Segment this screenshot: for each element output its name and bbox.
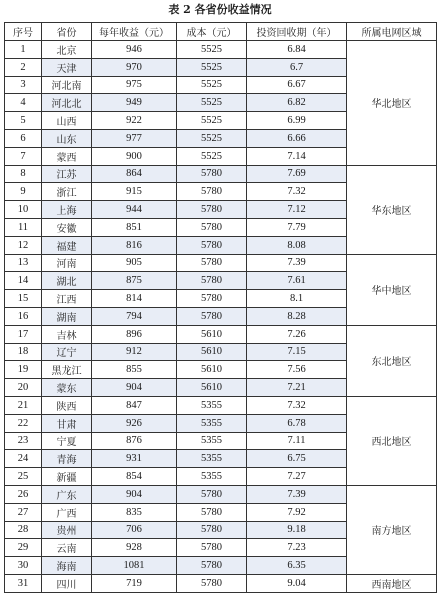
cell-no: 5	[5, 112, 42, 130]
cell-cost: 5780	[177, 574, 247, 592]
cell-cost: 5780	[177, 503, 247, 521]
cell-payback: 8.08	[247, 236, 347, 254]
column-header-no: 序号	[5, 23, 42, 41]
column-header-province: 省份	[42, 23, 92, 41]
cell-payback: 7.26	[247, 325, 347, 343]
cell-province: 上海	[42, 201, 92, 219]
cell-cost: 5780	[177, 521, 247, 539]
cell-income: 944	[92, 201, 177, 219]
cell-income: 847	[92, 396, 177, 414]
cell-cost: 5610	[177, 325, 247, 343]
cell-no: 9	[5, 183, 42, 201]
cell-cost: 5355	[177, 432, 247, 450]
table-row	[5, 254, 437, 272]
cell-income: 706	[92, 521, 177, 539]
cell-income: 912	[92, 343, 177, 361]
cell-no: 21	[5, 396, 42, 414]
cell-cost: 5780	[177, 307, 247, 325]
cell-province: 广西	[42, 503, 92, 521]
cell-cost: 5780	[177, 539, 247, 557]
cell-income: 905	[92, 254, 177, 272]
cell-payback: 6.84	[247, 41, 347, 59]
cell-no: 16	[5, 307, 42, 325]
cell-payback: 7.12	[247, 201, 347, 219]
cell-no: 1	[5, 41, 42, 59]
cell-region: 华北地区	[347, 41, 437, 166]
cell-province: 海南	[42, 557, 92, 575]
table-row	[5, 574, 437, 592]
cell-cost: 5610	[177, 343, 247, 361]
column-header-payback: 投资回收期（年）	[247, 23, 347, 41]
cell-province: 云南	[42, 539, 92, 557]
cell-income: 814	[92, 290, 177, 308]
cell-region: 南方地区	[347, 485, 437, 574]
table-body	[5, 41, 437, 593]
cell-province: 湖北	[42, 272, 92, 290]
cell-cost: 5525	[177, 112, 247, 130]
column-header-region: 所属电网区域	[347, 23, 437, 41]
cell-no: 4	[5, 94, 42, 112]
table-title: 表 2 各省份收益情况	[168, 3, 272, 16]
cell-payback: 7.69	[247, 165, 347, 183]
cell-province: 蒙东	[42, 379, 92, 397]
cell-payback: 6.35	[247, 557, 347, 575]
cell-province: 贵州	[42, 521, 92, 539]
cell-payback: 7.56	[247, 361, 347, 379]
cell-cost: 5780	[177, 272, 247, 290]
cell-income: 854	[92, 468, 177, 486]
cell-no: 25	[5, 468, 42, 486]
cell-income: 931	[92, 450, 177, 468]
cell-cost: 5780	[177, 485, 247, 503]
cell-payback: 6.78	[247, 414, 347, 432]
cell-cost: 5780	[177, 254, 247, 272]
revenue-table	[4, 22, 437, 593]
cell-province: 青海	[42, 450, 92, 468]
cell-province: 天津	[42, 58, 92, 76]
cell-income: 851	[92, 218, 177, 236]
cell-no: 15	[5, 290, 42, 308]
cell-income: 1081	[92, 557, 177, 575]
column-header-income: 每年收益（元）	[92, 23, 177, 41]
cell-cost: 5525	[177, 76, 247, 94]
cell-province: 四川	[42, 574, 92, 592]
cell-payback: 6.66	[247, 129, 347, 147]
cell-no: 11	[5, 218, 42, 236]
cell-no: 18	[5, 343, 42, 361]
cell-no: 31	[5, 574, 42, 592]
cell-payback: 8.28	[247, 307, 347, 325]
cell-cost: 5525	[177, 58, 247, 76]
cell-payback: 7.32	[247, 183, 347, 201]
cell-province: 福建	[42, 236, 92, 254]
cell-income: 875	[92, 272, 177, 290]
cell-no: 20	[5, 379, 42, 397]
table-row	[5, 41, 437, 59]
cell-province: 山西	[42, 112, 92, 130]
cell-payback: 7.23	[247, 539, 347, 557]
cell-income: 975	[92, 76, 177, 94]
cell-no: 24	[5, 450, 42, 468]
cell-payback: 9.04	[247, 574, 347, 592]
table-row	[5, 396, 437, 414]
cell-income: 900	[92, 147, 177, 165]
cell-cost: 5780	[177, 201, 247, 219]
cell-income: 855	[92, 361, 177, 379]
cell-payback: 6.99	[247, 112, 347, 130]
cell-province: 吉林	[42, 325, 92, 343]
table-row	[5, 165, 437, 183]
cell-province: 江西	[42, 290, 92, 308]
cell-payback: 7.11	[247, 432, 347, 450]
cell-payback: 6.7	[247, 58, 347, 76]
cell-region: 东北地区	[347, 325, 437, 396]
cell-no: 14	[5, 272, 42, 290]
cell-no: 28	[5, 521, 42, 539]
cell-province: 宁夏	[42, 432, 92, 450]
cell-no: 26	[5, 485, 42, 503]
table-row	[5, 325, 437, 343]
cell-province: 蒙西	[42, 147, 92, 165]
cell-no: 7	[5, 147, 42, 165]
cell-income: 876	[92, 432, 177, 450]
header-row	[5, 23, 437, 41]
cell-no: 13	[5, 254, 42, 272]
cell-payback: 7.39	[247, 254, 347, 272]
cell-region: 华中地区	[347, 254, 437, 325]
cell-cost: 5355	[177, 468, 247, 486]
cell-payback: 7.61	[247, 272, 347, 290]
cell-payback: 7.14	[247, 147, 347, 165]
cell-payback: 7.27	[247, 468, 347, 486]
cell-income: 915	[92, 183, 177, 201]
cell-cost: 5355	[177, 396, 247, 414]
cell-payback: 6.67	[247, 76, 347, 94]
cell-province: 新疆	[42, 468, 92, 486]
cell-no: 19	[5, 361, 42, 379]
cell-cost: 5610	[177, 361, 247, 379]
cell-cost: 5525	[177, 94, 247, 112]
cell-no: 29	[5, 539, 42, 557]
cell-cost: 5780	[177, 165, 247, 183]
cell-province: 陕西	[42, 396, 92, 414]
cell-region: 西南地区	[347, 574, 437, 592]
cell-income: 896	[92, 325, 177, 343]
cell-income: 928	[92, 539, 177, 557]
cell-no: 6	[5, 129, 42, 147]
cell-income: 835	[92, 503, 177, 521]
cell-income: 904	[92, 485, 177, 503]
cell-payback: 6.75	[247, 450, 347, 468]
cell-cost: 5610	[177, 379, 247, 397]
cell-province: 江苏	[42, 165, 92, 183]
cell-payback: 7.21	[247, 379, 347, 397]
cell-payback: 9.18	[247, 521, 347, 539]
cell-cost: 5525	[177, 41, 247, 59]
cell-no: 2	[5, 58, 42, 76]
cell-region: 华东地区	[347, 165, 437, 254]
cell-income: 816	[92, 236, 177, 254]
cell-payback: 7.32	[247, 396, 347, 414]
column-header-cost: 成本（元）	[177, 23, 247, 41]
cell-region: 西北地区	[347, 396, 437, 485]
cell-no: 10	[5, 201, 42, 219]
cell-no: 3	[5, 76, 42, 94]
cell-cost: 5525	[177, 129, 247, 147]
cell-province: 河北北	[42, 94, 92, 112]
cell-province: 浙江	[42, 183, 92, 201]
cell-province: 河北南	[42, 76, 92, 94]
cell-cost: 5780	[177, 236, 247, 254]
cell-income: 794	[92, 307, 177, 325]
cell-cost: 5525	[177, 147, 247, 165]
cell-province: 安徽	[42, 218, 92, 236]
cell-income: 970	[92, 58, 177, 76]
cell-payback: 8.1	[247, 290, 347, 308]
cell-no: 12	[5, 236, 42, 254]
cell-payback: 7.92	[247, 503, 347, 521]
cell-payback: 7.15	[247, 343, 347, 361]
cell-no: 22	[5, 414, 42, 432]
cell-income: 946	[92, 41, 177, 59]
cell-province: 甘肃	[42, 414, 92, 432]
table-row	[5, 485, 437, 503]
cell-cost: 5355	[177, 450, 247, 468]
cell-payback: 6.82	[247, 94, 347, 112]
cell-payback: 7.79	[247, 218, 347, 236]
cell-province: 湖南	[42, 307, 92, 325]
cell-income: 922	[92, 112, 177, 130]
cell-province: 山东	[42, 129, 92, 147]
cell-cost: 5780	[177, 557, 247, 575]
cell-cost: 5780	[177, 183, 247, 201]
cell-cost: 5780	[177, 290, 247, 308]
cell-cost: 5355	[177, 414, 247, 432]
cell-no: 17	[5, 325, 42, 343]
cell-province: 河南	[42, 254, 92, 272]
cell-income: 904	[92, 379, 177, 397]
cell-province: 辽宁	[42, 343, 92, 361]
cell-no: 27	[5, 503, 42, 521]
cell-income: 719	[92, 574, 177, 592]
cell-income: 926	[92, 414, 177, 432]
cell-province: 黑龙江	[42, 361, 92, 379]
cell-province: 北京	[42, 41, 92, 59]
cell-payback: 7.39	[247, 485, 347, 503]
cell-cost: 5780	[177, 218, 247, 236]
cell-no: 30	[5, 557, 42, 575]
cell-province: 广东	[42, 485, 92, 503]
cell-no: 8	[5, 165, 42, 183]
cell-income: 864	[92, 165, 177, 183]
cell-income: 949	[92, 94, 177, 112]
cell-no: 23	[5, 432, 42, 450]
cell-income: 977	[92, 129, 177, 147]
